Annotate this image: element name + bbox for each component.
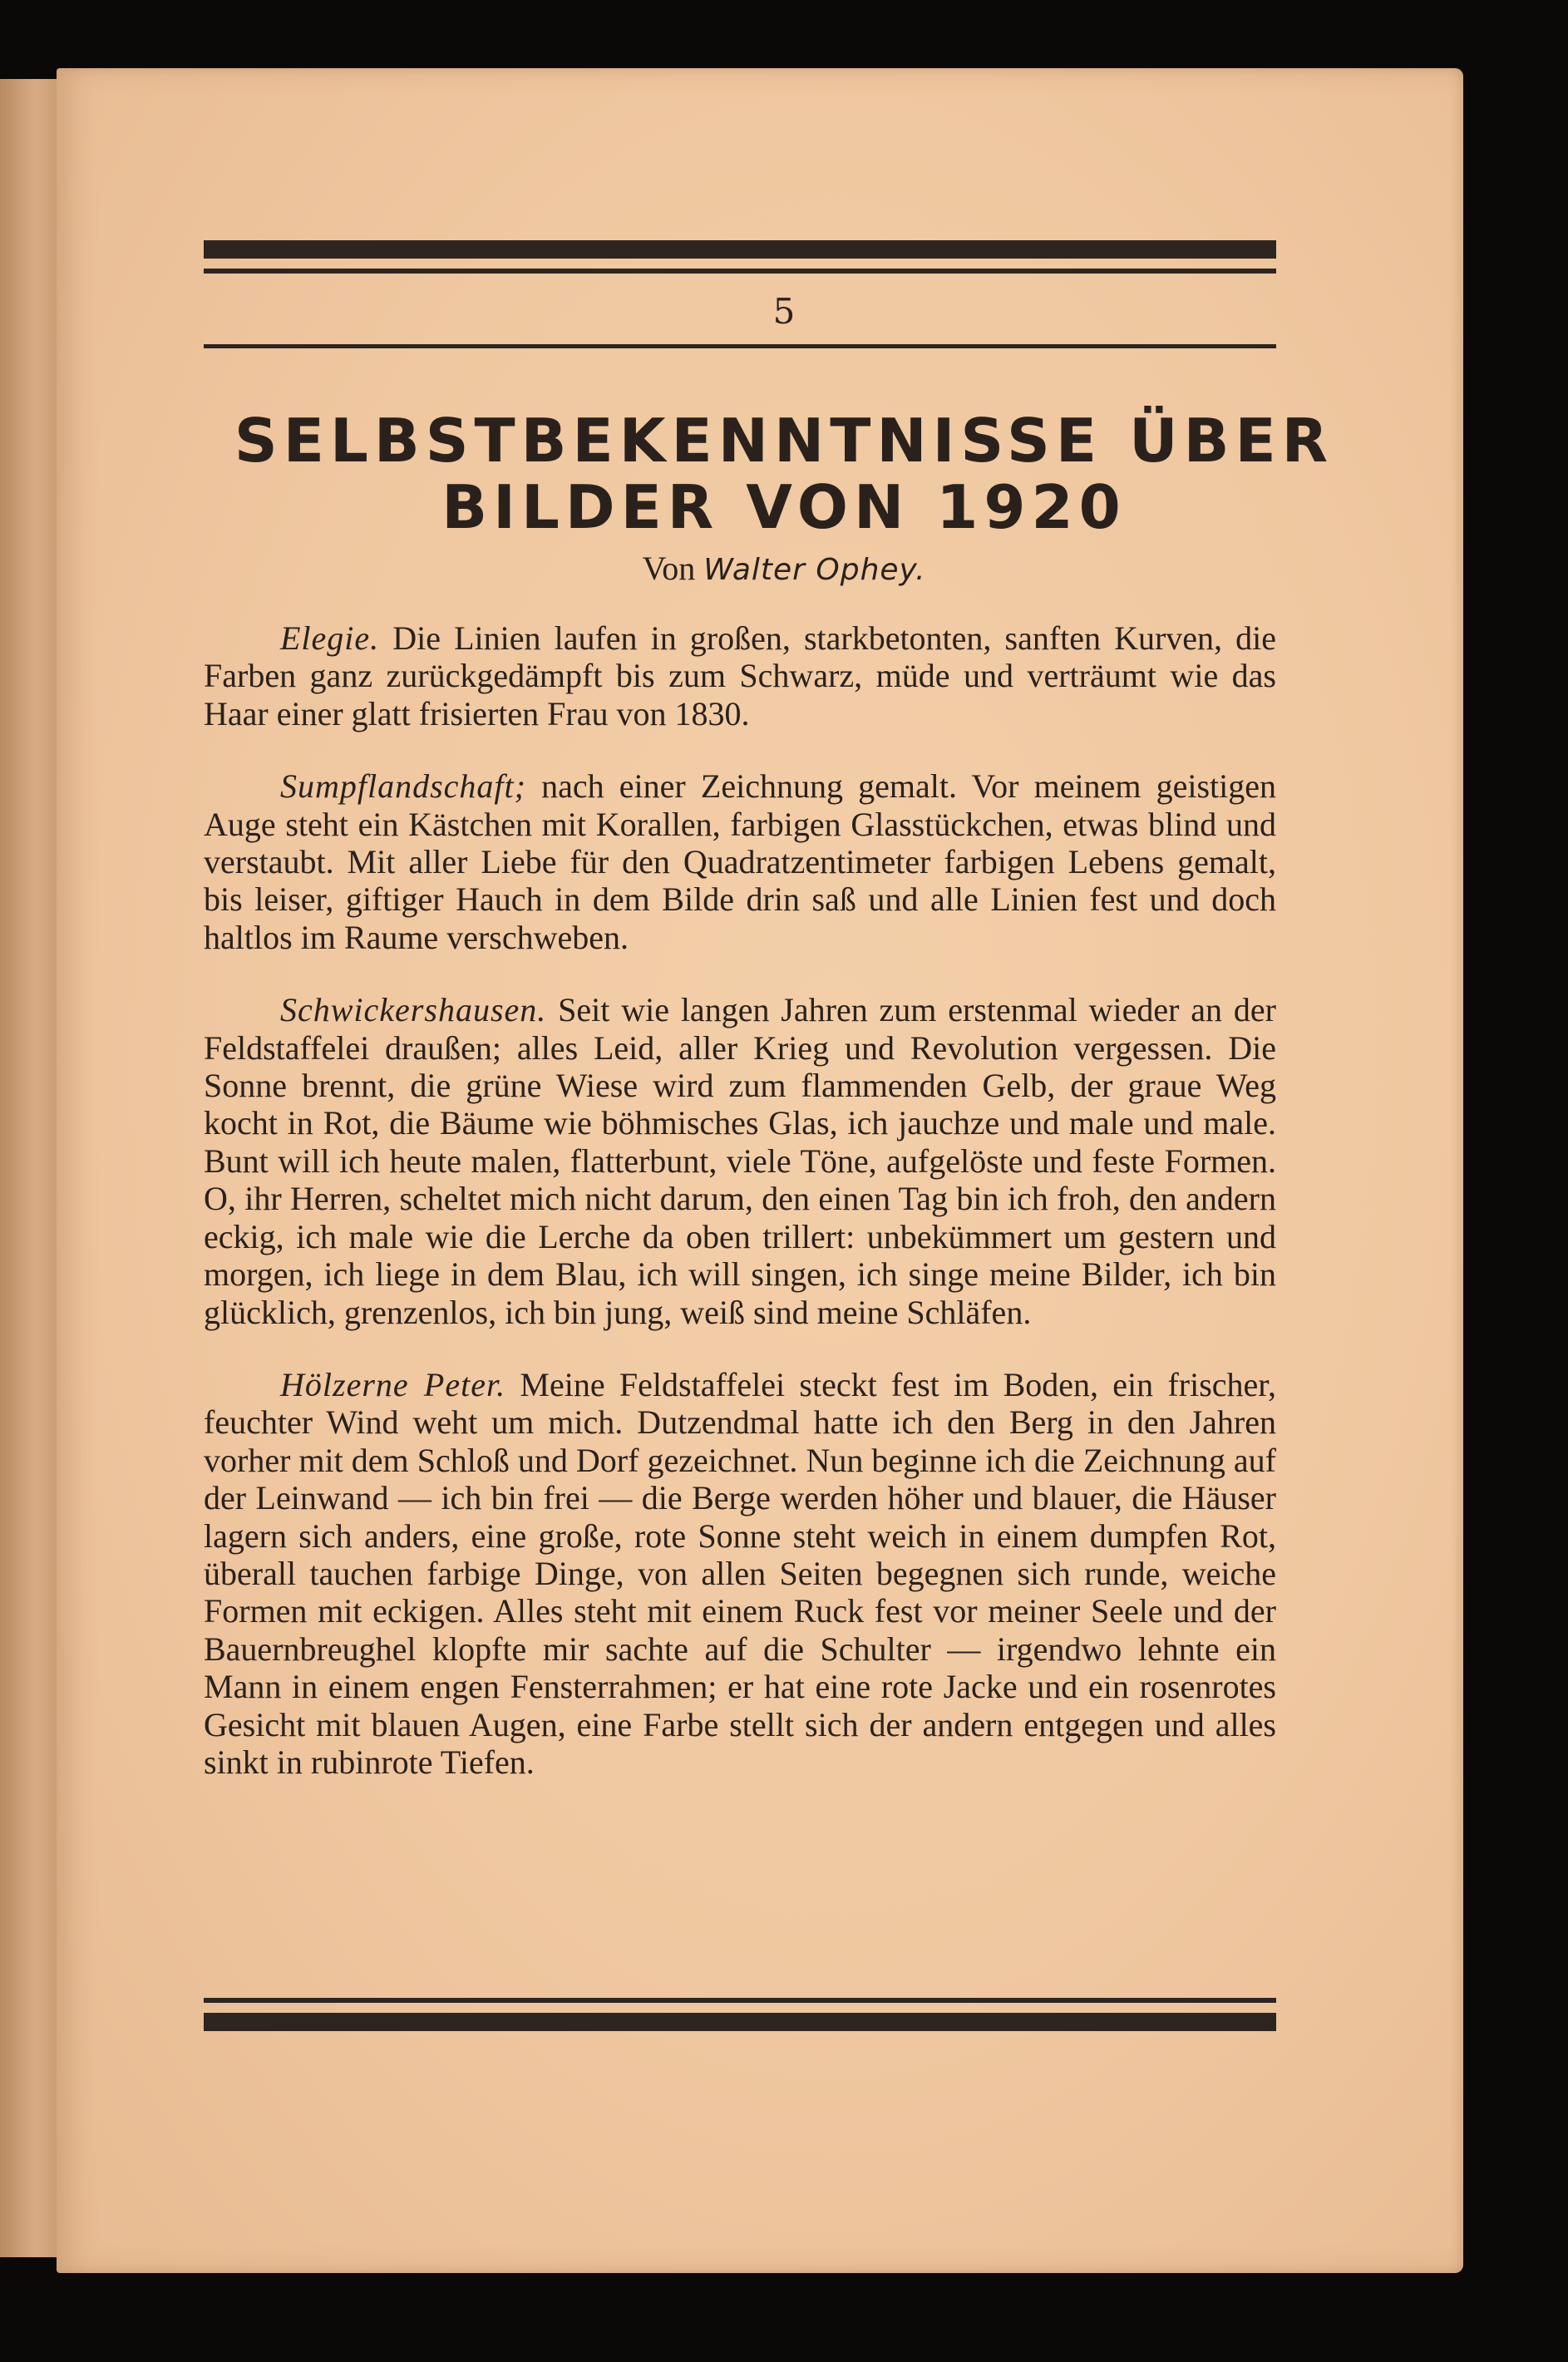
left-page-edge bbox=[0, 79, 60, 2257]
bottom-rule-thin bbox=[204, 1998, 1276, 2003]
paragraph-elegie bbox=[204, 619, 1276, 732]
byline-author: Walter Ophey. bbox=[703, 553, 926, 587]
article-body bbox=[204, 619, 1276, 1816]
title-line-2: BILDER VON 1920 bbox=[441, 472, 1127, 542]
paragraph-text: Seit wie langen Jahren zum erstenmal wieder an der Feldstaffelei draußen; alles Leid, aller Krieg und Revolution vergessen. Die Sonne brennt, die grüne Wiese wird zum flammenden Gelb, der graue Weg kocht in Rot, die Bäume wie böhmisches Glas, ich jauchze und male und male. Bunt will ich heute malen, flatterbunt, viele Töne, aufgelöste und feste Formen. O, ihr Herren, scheltet mich nicht darum, den einen Tag bin ich froh, den andern eckig, ich male wie die Lerche da oben trillert: unbekümmert um gestern und morgen, ich liege in dem Blau, ich will singen, ich singe meine Bilder, ich bin glücklich, grenzenlos, ich bin jung, weiß sind meine Schläfen. bbox=[204, 991, 1276, 1331]
paragraph-text: Meine Feldstaffelei steckt fest im Boden, ein frischer, feuchter Wind weht um mich. Dutzendmal hatte ich den Berg in den Jahren vorher mit dem Schloß und Dorf gezeichnet. Nun beginne ich die Zeichnung auf der Leinwand — ich bin frei — die Berge werden höher und blauer, die Häuser lagern sich anders, eine große, rote Sonne steht weich in einem dumpfen Rot, überall tauchen farbige Dinge, von allen Seiten begegnen sich runde, weiche Formen mit eckigen. Alles steht mit einem Ruck fest vor meiner Seele und der Bauernbreughel klopfte mir sachte auf die Schulter — irgendwo lehnte ein Mann in einem engen Fensterrahmen; er hat eine rote Jacke und ein rosenrotes Gesicht mit blauen Augen, eine Farbe stellt sich der andern entgegen und alles sinkt in rubinrote Tiefen. bbox=[204, 1365, 1277, 1781]
header-rule bbox=[204, 344, 1276, 348]
byline-prefix: Von bbox=[642, 550, 696, 587]
paragraph-hoelzerne-peter bbox=[204, 1366, 1276, 1781]
paragraph-heading: Sumpflandschaft; bbox=[280, 767, 526, 806]
page-number: 5 bbox=[772, 291, 796, 332]
top-rule-thin bbox=[204, 269, 1276, 274]
top-rule-thick bbox=[204, 240, 1276, 259]
title-line-1: SELBSTBEKENNTNISSE ÜBER bbox=[234, 406, 1334, 476]
paragraph-schwickershausen bbox=[204, 991, 1276, 1331]
bottom-rule-thick bbox=[204, 2013, 1276, 2031]
paragraph-heading: Elegie. bbox=[280, 619, 380, 657]
paragraph-sumpflandschaft bbox=[204, 767, 1276, 956]
paragraph-text: nach einer Zeichnung gemalt. Vor meinem geistigen Auge steht ein Kästchen mit Korallen, farbigen Glasstückchen, etwas blind und verstaubt. Mit aller Liebe für den Quadratzentimeter farbigen Lebens gemalt, bis leiser, giftiger Hauch in dem Bilde drin saß und alle Linien fest und doch haltlos im Raume verschweben. bbox=[204, 767, 1276, 956]
paragraph-text: Die Linien laufen in großen, starkbetonten, sanften Kurven, die Farben ganz zurückgedämpft bis zum Schwarz, müde und verträumt wie das Haar einer glatt frisierten Frau von 1830. bbox=[204, 619, 1276, 732]
paragraph-heading: Hölzerne Peter. bbox=[280, 1365, 506, 1403]
paragraph-heading: Schwickershausen. bbox=[280, 991, 547, 1029]
byline bbox=[0, 549, 1568, 588]
